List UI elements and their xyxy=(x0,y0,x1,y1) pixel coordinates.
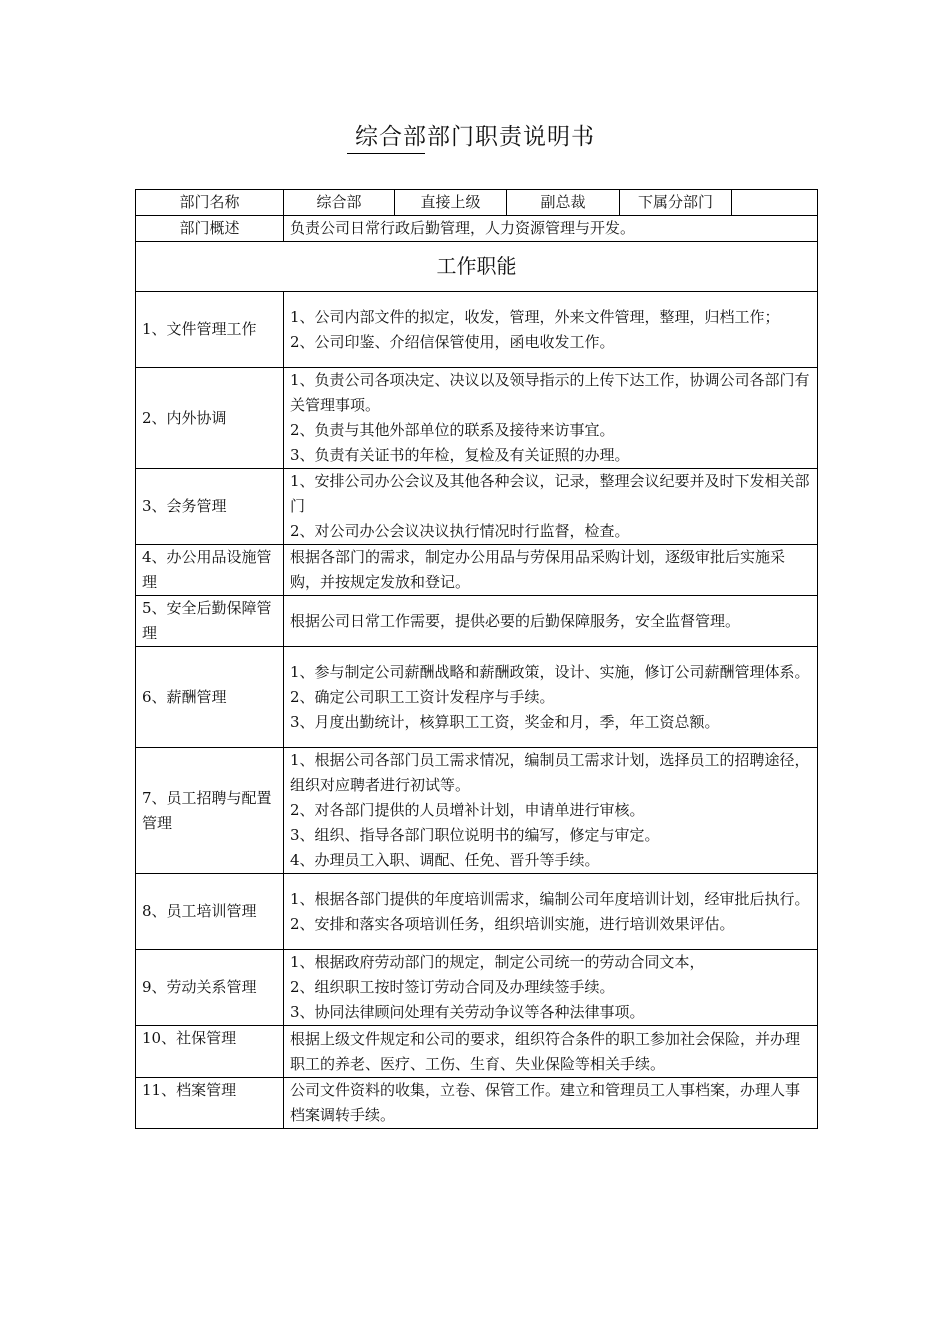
header-row xyxy=(136,190,818,216)
duty-row xyxy=(136,596,818,647)
sub-dept-value xyxy=(732,190,818,216)
duty-name: 11、档案管理 xyxy=(136,1078,284,1129)
duty-line: 1、根据公司各部门员工需求情况，编制员工需求计划，选择员工的招聘途径，组织对应聘者进行初试等。 xyxy=(290,751,810,794)
duty-line: 2、对公司办公会议决议执行情况时行监督，检查。 xyxy=(290,522,630,540)
duty-name: 10、社保管理 xyxy=(136,1026,284,1078)
duty-name: 2、内外协调 xyxy=(136,368,284,469)
duty-body xyxy=(284,368,818,469)
duty-row xyxy=(136,874,818,950)
duty-line: 2、组织职工按时签订劳动合同及办理续签手续。 xyxy=(290,978,615,996)
duty-name: 7、员工招聘与配置管理 xyxy=(136,748,284,874)
duty-body xyxy=(284,596,818,647)
duty-line: 2、公司印鉴、介绍信保管使用，函电收发工作。 xyxy=(290,332,615,351)
section-title: 工作职能 xyxy=(136,242,818,292)
duty-row xyxy=(136,1078,818,1129)
duty-line: 公司文件资料的收集，立卷、保管工作。建立和管理员工人事档案，办理人事档案调转手续。 xyxy=(290,1081,801,1124)
dept-name-label: 部门名称 xyxy=(136,190,284,216)
duty-line: 根据公司日常工作需要，提供必要的后勤保障服务，安全监督管理。 xyxy=(290,611,741,630)
duty-line: 4、办理员工入职、调配、任免、晋升等手续。 xyxy=(290,851,600,869)
superior-label: 直接上级 xyxy=(395,190,507,216)
duty-line: 根据各部门的需求，制定办公用品与劳保用品采购计划，逐级审批后实施采购，并按规定发放和登记。 xyxy=(290,548,786,591)
duty-row xyxy=(136,1026,818,1078)
duty-table xyxy=(135,189,818,1129)
sub-dept-label: 下属分部门 xyxy=(620,190,732,216)
duty-body xyxy=(284,748,818,874)
duty-line: 1、根据政府劳动部门的规定，制定公司统一的劳动合同文本， xyxy=(290,953,705,971)
duty-name: 3、会务管理 xyxy=(136,469,284,545)
duty-line: 1、安排公司办公会议及其他各种会议，记录，整理会议纪要并及时下发相关部门 xyxy=(290,472,810,515)
duty-row xyxy=(136,292,818,368)
duty-row xyxy=(136,647,818,748)
duty-row xyxy=(136,950,818,1026)
duty-name: 4、办公用品设施管理 xyxy=(136,545,284,596)
duty-row xyxy=(136,748,818,874)
duty-body xyxy=(284,469,818,545)
duty-body xyxy=(284,292,818,368)
duty-line: 3、月度出勤统计，核算职工工资，奖金和月，季，年工资总额。 xyxy=(290,712,720,731)
overview-row xyxy=(136,216,818,242)
duty-line: 2、负责与其他外部单位的联系及接待来访事宜。 xyxy=(290,421,615,439)
duty-line: 2、安排和落实各项培训任务，组织培训实施，进行培训效果评估。 xyxy=(290,914,735,933)
duty-line: 1、负责公司各项决定、决议以及领导指示的上传下达工作，协调公司各部门有关管理事项。 xyxy=(290,371,810,414)
duty-row xyxy=(136,368,818,469)
duty-body xyxy=(284,950,818,1026)
duty-line: 2、确定公司职工工资计发程序与手续。 xyxy=(290,687,555,706)
duty-body xyxy=(284,1026,818,1078)
duty-line: 2、对各部门提供的人员增补计划，申请单进行审核。 xyxy=(290,801,645,819)
duty-line: 1、根据各部门提供的年度培训需求，编制公司年度培训计划，经审批后执行。 xyxy=(290,889,810,908)
overview-label: 部门概述 xyxy=(136,216,284,242)
duty-line: 1、公司内部文件的拟定，收发，管理，外来文件管理，整理，归档工作； xyxy=(290,307,780,326)
page-title: 综合部部门职责说明书 xyxy=(355,124,595,150)
overview-text: 负责公司日常行政后勤管理，人力资源管理与开发。 xyxy=(284,216,818,242)
duty-row xyxy=(136,469,818,545)
superior-value: 副总裁 xyxy=(507,190,620,216)
duty-line: 根据上级文件规定和公司的要求，组织符合条件的职工参加社会保险，并办理职工的养老、医疗、工伤、生育、失业保险等相关手续。 xyxy=(290,1029,801,1073)
duty-name: 8、员工培训管理 xyxy=(136,874,284,950)
duty-line: 3、组织、指导各部门职位说明书的编写，修定与审定。 xyxy=(290,826,660,844)
duty-body xyxy=(284,545,818,596)
duty-name: 1、文件管理工作 xyxy=(136,292,284,368)
title-underline xyxy=(347,153,425,154)
duty-row xyxy=(136,545,818,596)
duty-line: 1、参与制定公司薪酬战略和薪酬政策，设计、实施，修订公司薪酬管理体系。 xyxy=(290,662,810,681)
duty-line: 3、协同法律顾问处理有关劳动争议等各种法律事项。 xyxy=(290,1003,645,1021)
duty-body xyxy=(284,1078,818,1129)
duty-body xyxy=(284,647,818,748)
duty-name: 6、薪酬管理 xyxy=(136,647,284,748)
dept-name-value: 综合部 xyxy=(284,190,395,216)
section-row xyxy=(136,242,818,292)
duty-body xyxy=(284,874,818,950)
duty-name: 9、劳动关系管理 xyxy=(136,950,284,1026)
duty-line: 3、负责有关证书的年检，复检及有关证照的办理。 xyxy=(290,446,630,464)
duty-name: 5、安全后勤保障管理 xyxy=(136,596,284,647)
